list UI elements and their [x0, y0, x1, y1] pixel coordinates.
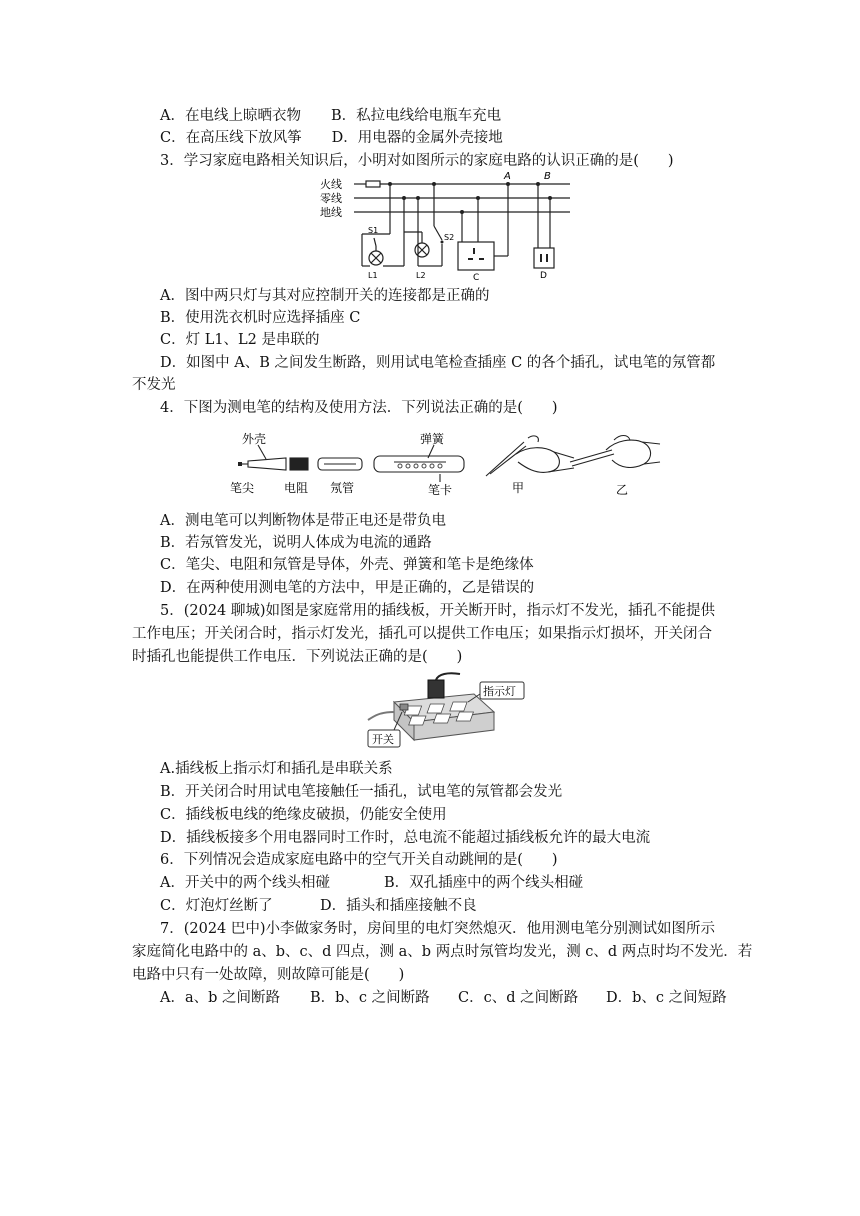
clip-label: 笔卡: [428, 483, 453, 497]
q7-option-row: [160, 988, 727, 1008]
q7-option-d: D．b、c 之间短路: [606, 990, 727, 1006]
q6-option-row-2: [160, 896, 477, 916]
switch-s2-label: S2: [444, 233, 455, 242]
method-yi-label: 乙: [616, 483, 629, 497]
q7-option-c: C．c、d 之间断路: [458, 990, 579, 1006]
point-b-label: B: [544, 171, 551, 182]
q3-stem: 3．学习家庭电路相关知识后，小明对如图所示的家庭电路的认识正确的是( ): [160, 153, 674, 169]
neon-tube-label: 氖管: [330, 481, 355, 495]
q4-option-c: C．笔尖、电阻和氖管是导体，外壳、弹簧和笔卡是绝缘体: [160, 557, 534, 573]
ground-line-label: 地线: [320, 206, 342, 219]
neutral-line-label: 零线: [320, 192, 342, 205]
power-strip-figure: [364, 672, 532, 754]
household-circuit-diagram: [318, 168, 578, 280]
spring-label: 弹簧: [420, 432, 445, 446]
q6-option-b: B．双孔插座中的两个线头相碰: [384, 875, 584, 891]
q3-option-b: B．使用洗衣机时应选择插座 C: [160, 310, 361, 326]
q5-stem-line-2: 工作电压；开关闭合时，指示灯发光，插孔可以提供工作电压；如果指示灯损坏，开关闭合: [132, 626, 712, 642]
q2-option-row-2: [160, 128, 503, 148]
q2-option-a: A．在电线上晾晒衣物: [160, 108, 301, 124]
q2-option-c: C．在高压线下放风筝: [160, 130, 302, 146]
q2-option-row-1: [160, 106, 501, 126]
q5-option-a: A.插线板上指示灯和插孔是串联关系: [160, 761, 393, 777]
q4-stem: 4．下图为测电笔的结构及使用方法．下列说法正确的是( ): [160, 400, 558, 416]
q7-stem-line-1: 7．(2024 巴中)小李做家务时，房间里的电灯突然熄灭．他用测电笔分别测试如图所示: [160, 921, 716, 937]
lamp-l1-label: L1: [368, 271, 378, 280]
q4-option-b: B．若氖管发光，说明人体成为电流的通路: [160, 535, 432, 551]
q7-option-b: B．b、c 之间断路: [310, 990, 430, 1006]
q5-option-c: C．插线板电线的绝缘皮破损，仍能安全使用: [160, 807, 447, 823]
q5-option-b: B．开关闭合时用试电笔接触任一插孔，试电笔的氖管都会发光: [160, 784, 563, 800]
q5-option-d: D．插线板接多个用电器同时工作时，总电流不能超过插线板允许的最大电流: [160, 830, 651, 846]
q5-stem-line-1: 5．(2024 聊城)如图是家庭常用的插线板，开关断开时，指示灯不发光，插孔不能提供: [160, 603, 716, 619]
q3-option-d-line-1: D．如图中 A、B 之间发生断路，则用试电笔检查插座 C 的各个插孔，试电笔的氖管都: [160, 355, 716, 371]
socket-d-label: D: [540, 271, 547, 280]
q6-option-a: A．开关中的两个线头相碰: [160, 875, 330, 891]
point-a-label: A: [504, 171, 511, 182]
lamp-l2-label: L2: [416, 271, 426, 280]
switch-label: 开关: [372, 733, 394, 746]
q7-stem-line-2: 家庭简化电路中的 a、b、c、d 四点，测 a、b 两点时氖管均发光，测 c、d 两点时均不发光．若: [132, 944, 753, 960]
q3-option-a: A．图中两只灯与其对应控制开关的连接都是正确的: [160, 288, 490, 304]
switch-s1-label: S1: [368, 226, 379, 235]
q3-option-c: C．灯 L1、L2 是串联的: [160, 332, 320, 348]
q2-option-b: B．私拉电线给电瓶车充电: [330, 108, 502, 124]
shell-label: 外壳: [242, 432, 267, 446]
q4-option-d: D．在两种使用测电笔的方法中，甲是正确的，乙是错误的: [160, 580, 535, 596]
method-jia-label: 甲: [512, 481, 525, 495]
fire-line-label: 火线: [320, 178, 342, 191]
q4-option-a: A．测电笔可以判断物体是带正电还是带负电: [160, 513, 446, 529]
socket-c-label: C: [473, 273, 480, 280]
indicator-label: 指示灯: [483, 685, 516, 698]
q6-stem: 6．下列情况会造成家庭电路中的空气开关自动跳闸的是( ): [160, 852, 558, 868]
test-pen-structure-diagram: [228, 428, 664, 500]
q7-stem-line-3: 电路中只有一处故障，则故障可能是( ): [132, 967, 405, 983]
q5-stem-line-3: 时插孔也能提供工作电压．下列说法正确的是( ): [132, 649, 463, 665]
q3-option-d-line-2: 不发光: [132, 377, 176, 393]
q6-option-d: D．插头和插座接触不良: [320, 898, 477, 914]
q6-option-row-1: [160, 873, 583, 893]
q2-option-d: D．用电器的金属外壳接地: [331, 130, 503, 146]
resistor-label: 电阻: [284, 481, 309, 495]
tip-label: 笔尖: [230, 481, 255, 495]
q7-option-a: A．a、b 之间断路: [160, 990, 281, 1006]
q6-option-c: C．灯泡灯丝断了: [160, 898, 273, 914]
